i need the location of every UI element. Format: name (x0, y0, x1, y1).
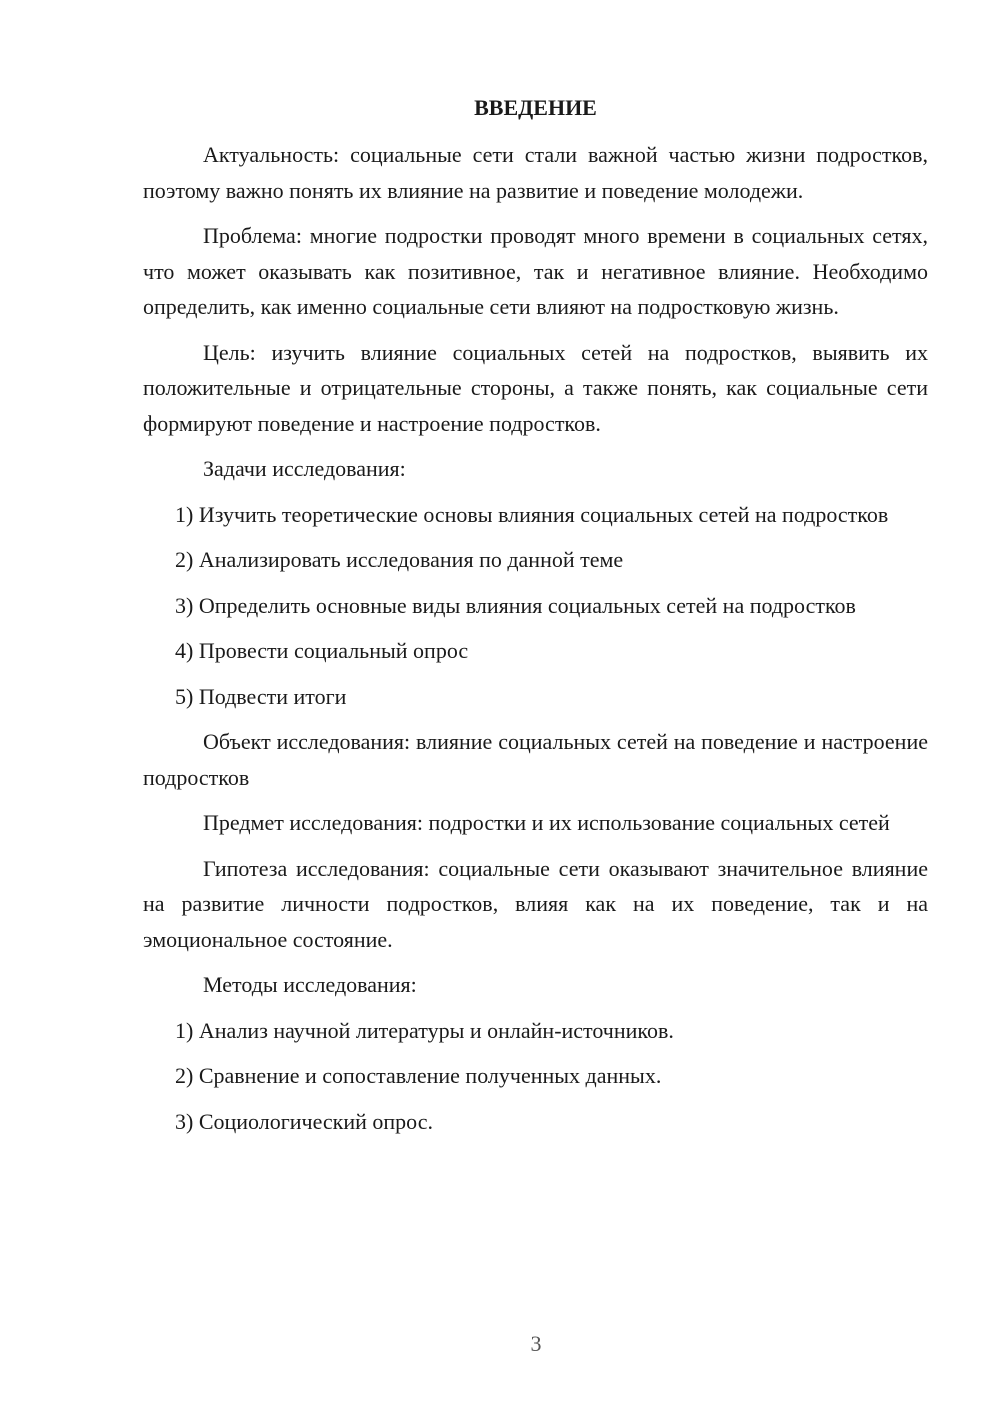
object-paragraph: Объект исследования: влияние социальных сетей на поведение и настроение подростков (143, 729, 928, 790)
page-number: 3 (530, 1331, 542, 1356)
hypothesis-paragraph: Гипотеза исследования: социальные сети оказывают значительное влияние на развитие личности подростков, влияя как на их поведение, так и на эмоциональное состояние. (143, 855, 928, 952)
subject-paragraph: Предмет исследования: подростки и их использование социальных сетей (203, 810, 890, 835)
tasks-heading: Задачи исследования: (203, 456, 406, 481)
method-item: 2) Сравнение и сопоставление полученных данных. (175, 1063, 662, 1088)
task-item: 4) Провести социальный опрос (175, 638, 469, 663)
method-item: 1) Анализ научной литературы и онлайн-источников. (175, 1017, 674, 1043)
task-item: 3) Определить основные виды влияния социальных сетей на подростков (175, 592, 856, 618)
task-item: 5) Подвести итоги (175, 683, 347, 709)
methods-heading: Методы исследования: (203, 972, 417, 997)
task-item: 2) Анализировать исследования по данной теме (175, 547, 624, 572)
task-item: 1) Изучить теоретические основы влияния социальных сетей на подростков (175, 501, 889, 527)
method-item: 3) Социологический опрос. (175, 1108, 433, 1134)
problem-paragraph: Проблема: многие подростки проводят много времени в социальных сетях, что может оказывать как позитивное, так и негативное влияние. Необходимо определить, как именно социальные сети влияют на подростковую жизнь. (143, 223, 928, 319)
document-page (143, 90, 928, 1149)
goal-paragraph: Цель: изучить влияние социальных сетей на подростков, выявить их положительные и отрицательные стороны, а также понять, как социальные сети формируют поведение и настроение подростков. (143, 339, 928, 436)
relevance-paragraph: Актуальность: социальные сети стали важной частью жизни подростков, поэтому важно понять их влияние на развитие и поведение молодежи. (143, 142, 928, 203)
section-title: ВВЕДЕНИЕ (474, 95, 597, 120)
